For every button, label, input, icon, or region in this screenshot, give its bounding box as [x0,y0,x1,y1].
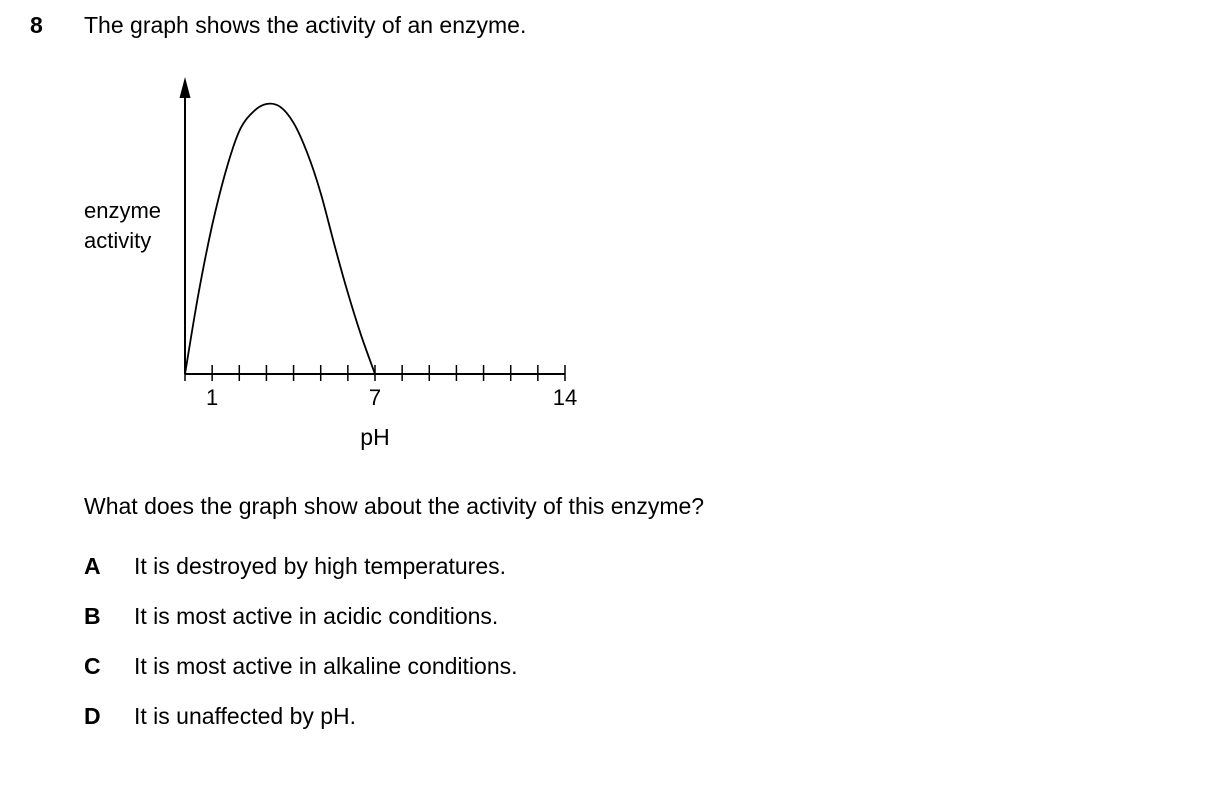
option-c[interactable] [84,653,518,703]
enzyme-activity-chart [0,0,620,470]
option-c-text: It is most active in alkaline conditions. [134,653,518,679]
option-a-letter: A [84,553,101,579]
option-d-text: It is unaffected by pH. [134,703,357,729]
enzyme-activity-curve [185,104,375,374]
y-axis-label [84,198,161,253]
question-prompt: What does the graph show about the activity of this enzyme? [84,493,705,519]
x-tick-label: 1 [206,385,219,410]
x-axis-tick-labels [206,385,577,410]
option-d-letter: D [84,703,101,729]
option-b[interactable] [84,603,518,653]
y-axis-arrowhead [180,77,191,98]
x-axis-label: pH [360,424,390,450]
answer-options [84,553,518,753]
option-b-letter: B [84,603,101,629]
option-c-letter: C [84,653,101,679]
question-stem: The graph shows the activity of an enzyme. [84,12,527,38]
x-tick-label: 7 [368,385,382,410]
option-a-text: It is destroyed by high temperatures. [134,553,507,579]
y-axis-label-line: enzyme [84,198,162,223]
y-axis-label-line: activity [84,228,152,253]
x-tick-label: 14 [552,385,578,410]
option-b-text: It is most active in acidic conditions. [134,603,499,629]
question-number: 8 [30,12,43,38]
option-a[interactable] [84,553,518,603]
option-d[interactable] [84,703,518,753]
